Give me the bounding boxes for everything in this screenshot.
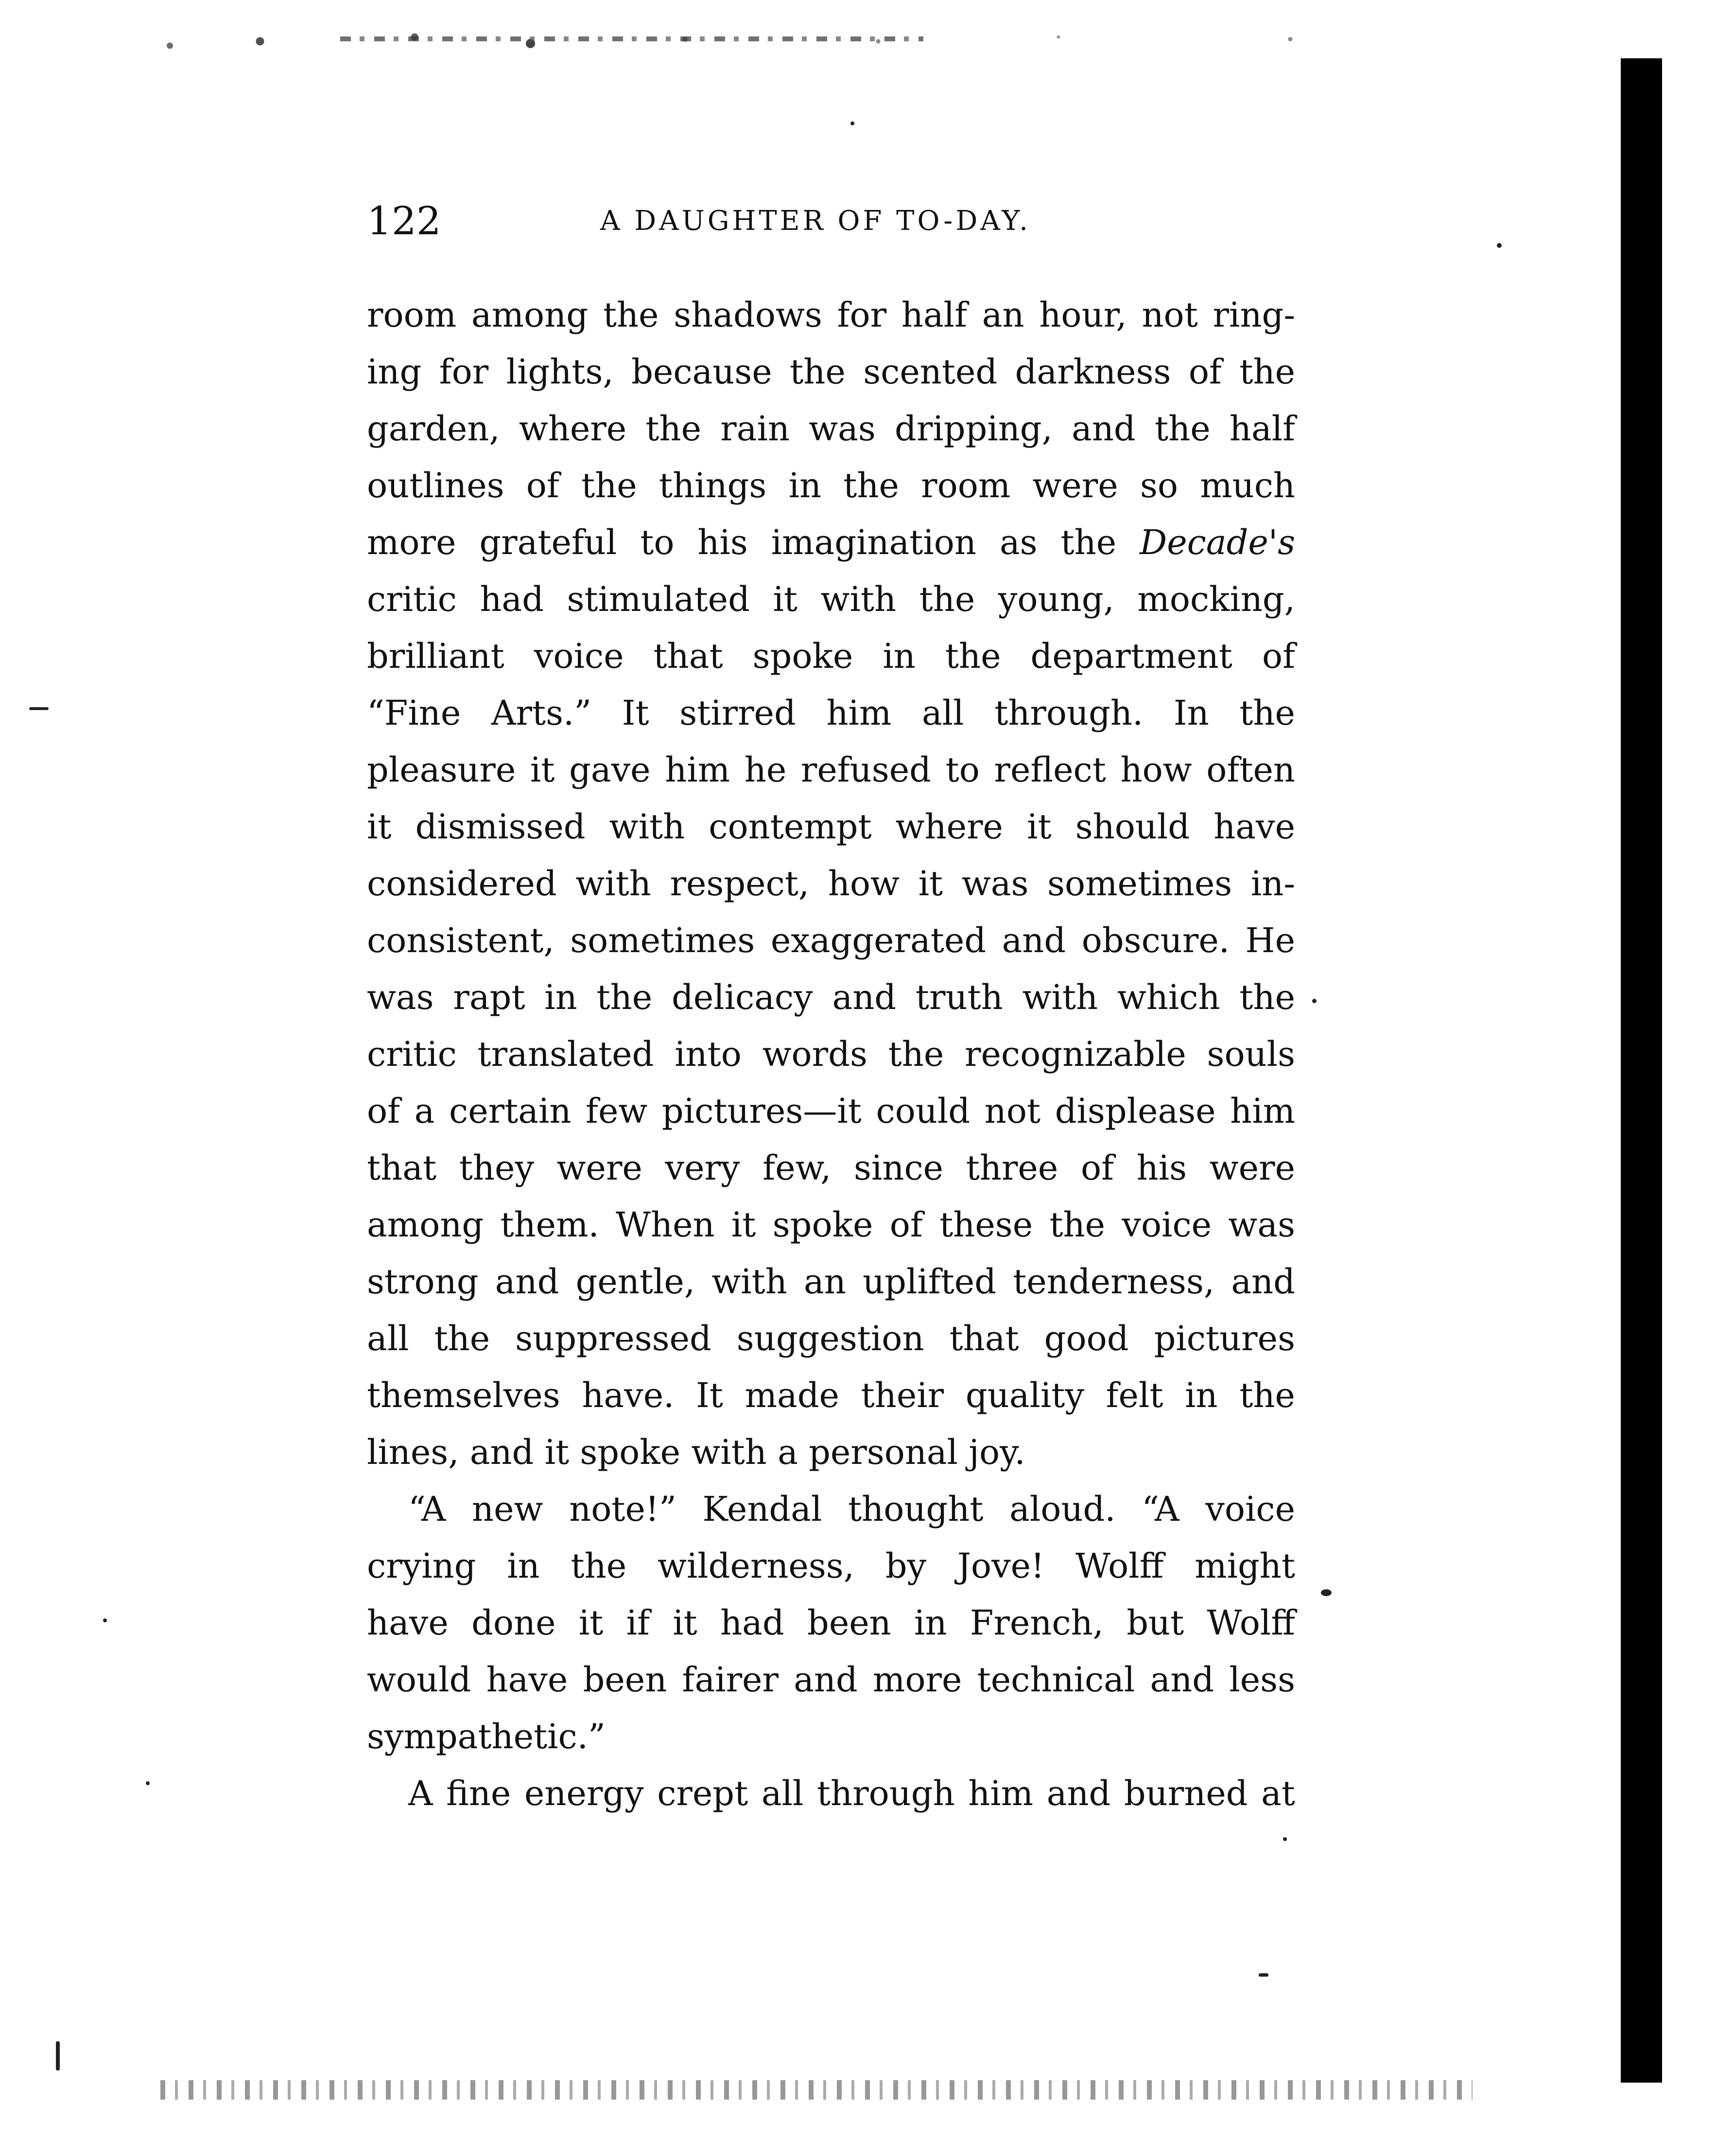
text-line: “Fine Arts.” It stirred him all through. In the: [367, 693, 1295, 733]
text-line: consistent, sometimes exaggerated and obscure. He: [367, 921, 1295, 960]
page-number: 122: [367, 198, 441, 243]
text-line: of a certain few pictures—it could not displease him: [367, 1091, 1295, 1131]
text-line: pleasure it gave him he refused to reflect how often: [367, 750, 1295, 790]
text-line: “A new note!” Kendal thought aloud. “A voice: [408, 1489, 1295, 1529]
text-line: themselves have. It made their quality felt in the: [367, 1375, 1295, 1415]
scan-speck: [1312, 999, 1317, 1003]
text-line: it dismissed with contempt where it should have: [367, 807, 1295, 847]
scan-speck: [1497, 243, 1502, 248]
text-line: outlines of the things in the room were so much: [367, 466, 1295, 505]
body-text: [367, 287, 1295, 1822]
text-line: brilliant voice that spoke in the department of: [367, 636, 1295, 676]
text-line: more grateful to his imagination as the Decade's: [367, 522, 1295, 562]
text-line: crying in the wilderness, by Jove! Wolff might: [367, 1546, 1295, 1586]
text-line: sympathetic.”: [367, 1717, 606, 1756]
scan-speck: [146, 1781, 150, 1785]
text-line: room among the shadows for half an hour, not ring-: [367, 295, 1295, 335]
scan-speck: [1259, 1973, 1268, 1977]
text-line: garden, where the rain was dripping, and the half: [367, 409, 1295, 449]
text-line: would have been fairer and more technical and less: [367, 1660, 1295, 1700]
scan-speck: [29, 707, 49, 710]
text-line: all the suppressed suggestion that good pictures: [367, 1319, 1295, 1358]
text-line: lines, and it spoke with a personal joy.: [367, 1432, 1025, 1472]
page-header: [367, 194, 1315, 248]
text-line: A fine energy crept all through him and burned at: [408, 1773, 1295, 1813]
text-line: have done it if it had been in French, but Wolff: [367, 1603, 1295, 1643]
scan-noise-bottom: [160, 2080, 1473, 2100]
text-line: that they were very few, since three of his were: [367, 1148, 1295, 1188]
text-line: critic translated into words the recognizable souls: [367, 1034, 1295, 1074]
scan-noise-top-line: [340, 36, 923, 41]
text-line: among them. When it spoke of these the voice was: [367, 1205, 1295, 1245]
text-line: was rapt in the delicacy and truth with which the: [367, 977, 1295, 1017]
scan-speck: [850, 122, 854, 125]
scan-speck: [103, 1618, 107, 1622]
scan-speck: [1321, 1589, 1332, 1596]
running-title: A DAUGHTER OF TO-DAY.: [600, 205, 1031, 237]
text-line: strong and gentle, with an uplifted tenderness, and: [367, 1262, 1295, 1302]
scan-speck: [56, 2041, 60, 2070]
scan-edge-shadow: [1621, 58, 1662, 2083]
text-line: critic had stimulated it with the young, mocking,: [367, 579, 1295, 619]
text-line: ing for lights, because the scented darkness of the: [367, 352, 1295, 392]
text-line: considered with respect, how it was sometimes in-: [367, 864, 1295, 904]
scan-noise-top: [131, 19, 1419, 63]
scan-speck: [1283, 1837, 1287, 1841]
